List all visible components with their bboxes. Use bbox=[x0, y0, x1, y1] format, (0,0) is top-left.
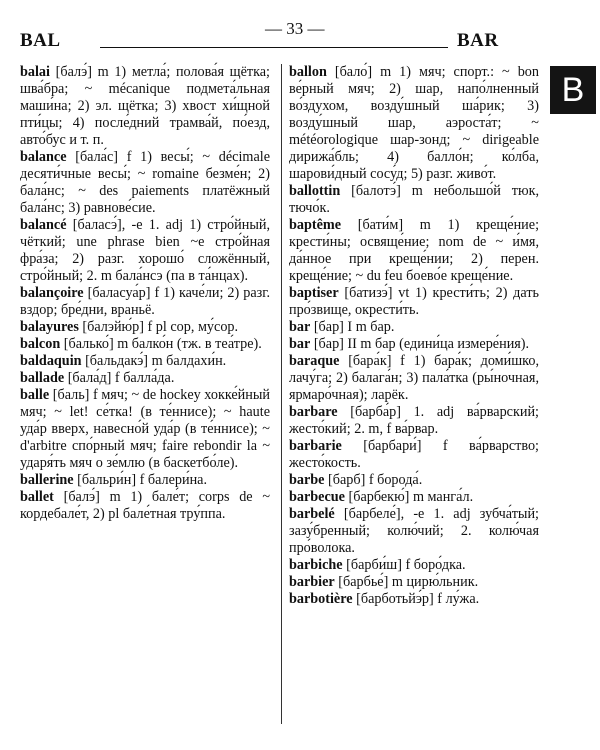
dictionary-entry bbox=[20, 489, 270, 523]
entry-definition: [балэйю́р] f pl сор, му́сор. bbox=[82, 319, 239, 335]
entry-definition: [бала́с] f 1) весы́; ~ décimale десяти́чные весы́; ~ romaine безме́н; 2) бала́нс; ~ des paiements платёжный бала́нс; 3) равнове́сие. bbox=[20, 149, 270, 216]
dictionary-entry bbox=[20, 472, 270, 489]
dictionary-entry bbox=[289, 591, 539, 608]
guide-word-first: BAL bbox=[20, 30, 61, 51]
dictionary-entry bbox=[20, 217, 270, 285]
entry-headword: barbier bbox=[289, 574, 335, 590]
entry-headword: barbotière bbox=[289, 591, 353, 607]
dictionary-entry bbox=[20, 387, 270, 472]
entry-headword: ballon bbox=[289, 64, 327, 80]
entry-definition: [барби́ш] f боро́дка. bbox=[346, 557, 466, 573]
page-number: — 33 — bbox=[265, 19, 325, 38]
entry-definition: [барбекю́] m манга́л. bbox=[348, 489, 474, 505]
dictionary-entry bbox=[20, 149, 270, 217]
page-header bbox=[0, 0, 600, 60]
dictionary-entry bbox=[289, 438, 539, 472]
dictionary-entry bbox=[20, 285, 270, 319]
dictionary-entry bbox=[20, 64, 270, 149]
dictionary-entry bbox=[289, 64, 539, 183]
entry-definition: [баласуа́р] f 1) каче́ли; 2) разг. вздор; бре́дни, враньё. bbox=[20, 285, 271, 318]
dictionary-entry bbox=[20, 336, 270, 353]
entry-headword: barbiche bbox=[289, 557, 343, 573]
dictionary-entry bbox=[289, 183, 539, 217]
entry-headword: barbelé bbox=[289, 506, 335, 522]
entry-definition: [батизэ́] vt 1) крести́ть; 2) дать про́звище, окрести́ть. bbox=[289, 285, 540, 318]
entry-definition: [бальдакэ́] m балдахи́н. bbox=[85, 353, 227, 369]
dictionary-entry bbox=[289, 217, 539, 285]
entry-definition: [баласэ́], -e 1. adj 1) стро́йный, чёткий; une phrase bien ~e стро́йная фра́за; 2) разг. хорошо́ сложённый, стро́йный; 2. m бала́нсэ (па в та́нцах). bbox=[20, 217, 270, 284]
entry-definition: [бало́] m 1) мяч; спорт.: ~ bon ве́рный мяч; 2) шар, напо́лненный во́здухом, возду́шный ша́рик; 3) возду́шный шар, аэроста́т; ~ météorologique шар-зонд; ~ dirigeable дирижа́бль; 4) балло́н; ко́лба, шарови́дный сосу́д; 5) разг. живо́т. bbox=[289, 64, 539, 182]
entry-definition: [балько́] m балко́н (тж. в теа́тре). bbox=[63, 336, 262, 352]
entry-definition: [балэ́] m 1) метла́; полова́я щётка; шва́бра; ~ mécanique подмета́льная маши́на; 2) эл. щётка; 3) хвост хи́щной пти́цы; 4) после́дний трамва́й, по́езд, авто́бус и т. п. bbox=[20, 64, 270, 148]
entry-headword: balai bbox=[20, 64, 50, 80]
entry-headword: balayures bbox=[20, 319, 79, 335]
entry-headword: baptiser bbox=[289, 285, 339, 301]
dictionary-entry bbox=[289, 353, 539, 404]
entry-headword: barbare bbox=[289, 404, 338, 420]
entry-headword: bar bbox=[289, 319, 311, 335]
entry-definition: [бальри́н] f балери́на. bbox=[77, 472, 208, 488]
entry-headword: balancé bbox=[20, 217, 67, 233]
entry-headword: balle bbox=[20, 387, 50, 403]
dictionary-entry bbox=[289, 285, 539, 319]
dictionary-entry bbox=[20, 353, 270, 370]
entry-headword: ballet bbox=[20, 489, 54, 505]
entry-definition: [барб] f борода́. bbox=[328, 472, 423, 488]
entry-definition: [бар] I m бар. bbox=[313, 319, 395, 335]
dictionary-entry bbox=[20, 370, 270, 387]
entry-headword: ballade bbox=[20, 370, 65, 386]
left-column bbox=[20, 64, 270, 523]
entry-headword: balançoire bbox=[20, 285, 84, 301]
dictionary-entry bbox=[289, 489, 539, 506]
header-rule bbox=[100, 47, 448, 48]
entry-definition: [бати́м] m 1) креще́ние; крести́ны; освяще́ние; nom de ~ и́мя, да́нное при креще́нии; 2) перен. креще́ние; ~ du feu боево́е креще́ние. bbox=[289, 217, 540, 284]
entry-headword: baraque bbox=[289, 353, 340, 369]
entry-headword: baptême bbox=[289, 217, 342, 233]
entry-headword: balcon bbox=[20, 336, 61, 352]
entry-headword: barbarie bbox=[289, 438, 342, 454]
entry-headword: ballerine bbox=[20, 472, 74, 488]
dictionary-entry bbox=[289, 404, 539, 438]
entry-definition: [барботьйэ́р] f лу́жа. bbox=[356, 591, 480, 607]
dictionary-entry bbox=[289, 319, 539, 336]
column-divider bbox=[281, 64, 282, 724]
entry-headword: bar bbox=[289, 336, 311, 352]
entry-definition: [балэ́] m 1) бале́т; corps de ~ кордебале́т, 2) pl бале́тная тру́ппа. bbox=[20, 489, 270, 522]
dictionary-entry bbox=[20, 319, 270, 336]
dictionary-entry bbox=[289, 506, 539, 557]
entry-definition: [барбари́] f ва́рварство; жесто́кость. bbox=[289, 438, 539, 471]
entry-headword: baldaquin bbox=[20, 353, 82, 369]
entry-definition: [баль] f мяч; ~ de hockey хокке́йный мяч; ~ let! се́тка! (в те́ннисе); ~ haute уда́р вверх, навесно́й уда́р (в те́ннисе); ~ d'arbitre спо́рный мяч; faire rebondir la ~ ударя́ть мяч о зе́млю (в баскетбо́ле). bbox=[20, 387, 270, 471]
guide-word-last: BAR bbox=[457, 30, 499, 51]
dictionary-entry bbox=[289, 336, 539, 353]
dictionary-entry bbox=[289, 557, 539, 574]
thumb-index-tab: B bbox=[550, 66, 596, 114]
entry-definition: [бара́к] f 1) бара́к; доми́шко, лачу́га; 2) балага́н; 3) пала́тка (ры́ночная, ярмаро́чная); ларёк. bbox=[289, 353, 539, 403]
entry-definition: [барба́р] 1. adj ва́рварский; жесто́кий; 2. m, f ва́рвар. bbox=[289, 404, 539, 437]
right-column bbox=[289, 64, 539, 608]
entry-definition: [барбье́] m цирю́льник. bbox=[338, 574, 479, 590]
dictionary-entry bbox=[289, 472, 539, 489]
entry-definition: [бар] II m бар (едини́ца измере́ния). bbox=[313, 336, 530, 352]
dictionary-entry bbox=[289, 574, 539, 591]
entry-headword: ballottin bbox=[289, 183, 341, 199]
entry-definition: [бала́д] f балла́да. bbox=[67, 370, 175, 386]
entry-definition: [балотэ́] m небольшо́й тюк, тючо́к. bbox=[289, 183, 540, 216]
entry-headword: barbe bbox=[289, 472, 325, 488]
entry-headword: balance bbox=[20, 149, 67, 165]
entry-definition: [барбеле́], -e 1. adj зубча́тый; зазу́бренный; колю́чий; 2. колю́чая про́волока. bbox=[289, 506, 540, 556]
entry-headword: barbecue bbox=[289, 489, 345, 505]
